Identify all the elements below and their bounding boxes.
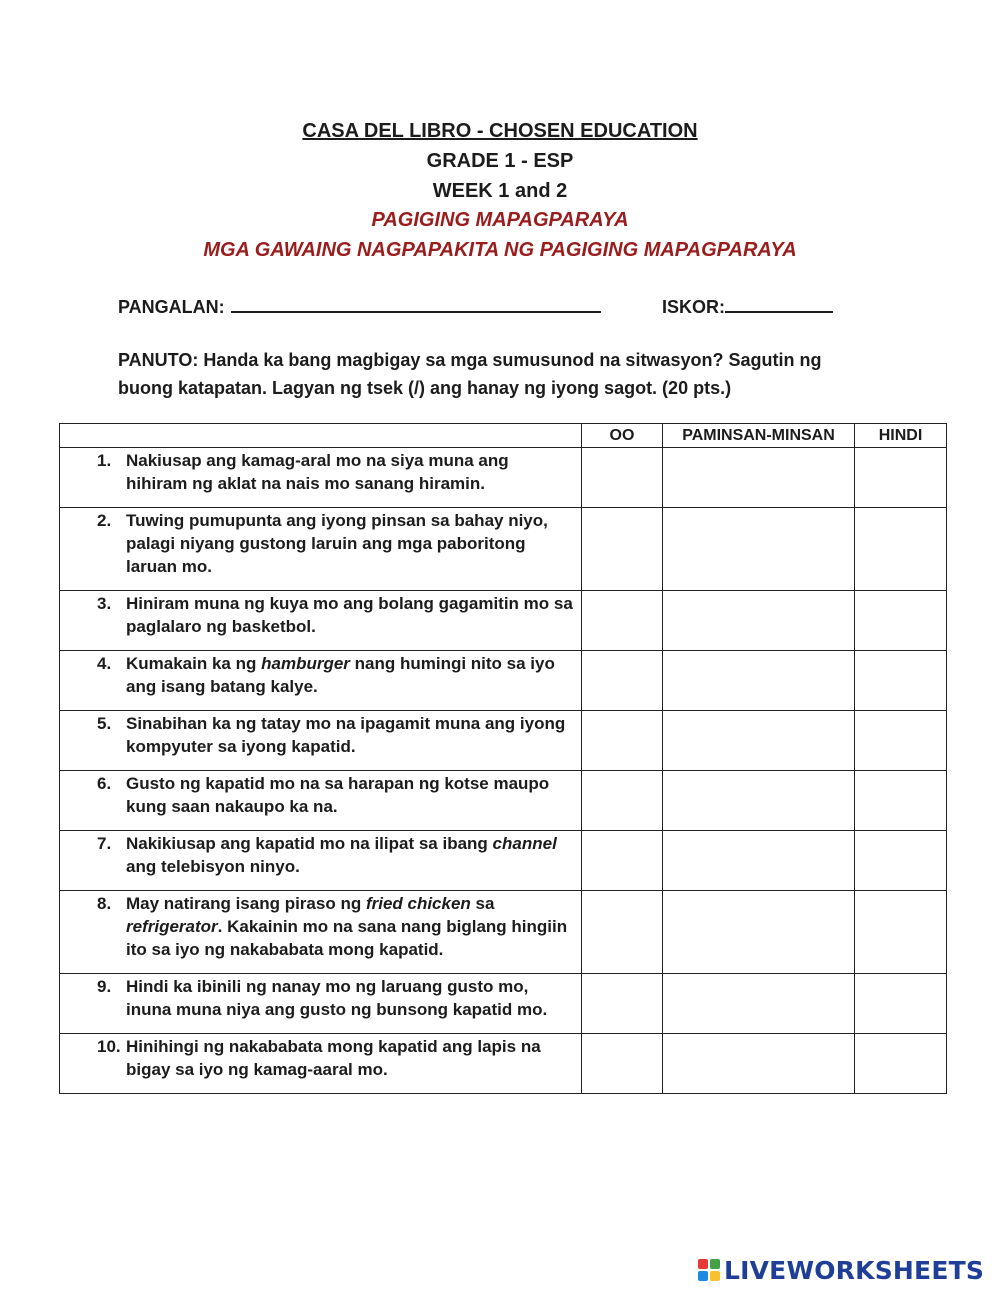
liveworksheets-logo-icon [698,1259,720,1281]
answer-cell-hindi[interactable] [855,591,947,651]
table-row [60,831,947,891]
score-label: ISKOR: [662,297,725,317]
situation-cell [60,591,582,651]
table-header-row [60,424,947,448]
table-row [60,711,947,771]
answer-cell-hindi[interactable] [855,891,947,974]
answer-cell-paminsan-minsan[interactable] [663,831,855,891]
answer-cell-hindi[interactable] [855,508,947,591]
situation-cell [60,651,582,711]
grade-subject: GRADE 1 - ESP [426,150,574,172]
answer-cell-hindi[interactable] [855,771,947,831]
answer-cell-paminsan-minsan[interactable] [663,651,855,711]
question-text [126,892,573,961]
question-number: 10. [97,1037,121,1056]
situation-cell [60,974,582,1034]
question-number: 9. [97,977,112,996]
question-number: 4. [97,654,112,673]
table-row [60,651,947,711]
answer-cell-oo[interactable] [582,448,663,508]
question-text-segment: ang telebisyon ninyo. [126,857,300,876]
question-text-segment: May natirang isang piraso ng [126,894,366,913]
question-text-segment: Nakikiusap ang kapatid mo na ilipat sa ibang [126,834,493,853]
answer-cell-paminsan-minsan[interactable] [663,1034,855,1094]
answer-cell-hindi[interactable] [855,448,947,508]
table-row [60,591,947,651]
answer-cell-paminsan-minsan[interactable] [663,771,855,831]
column-header-paminsan-minsan: PAMINSAN-MINSAN [663,424,855,448]
column-header-hindi: HINDI [855,424,947,448]
answer-cell-oo[interactable] [582,831,663,891]
question-text-segment: Gusto ng kapatid mo na sa harapan ng kotse maupo kung saan nakaupo ka na. [126,774,550,816]
score-field-row [662,293,833,319]
name-field-row [118,293,601,319]
question-number: 1. [97,451,112,470]
situation-cell [60,711,582,771]
table-row [60,448,947,508]
question-text-segment: Hiniram muna ng kuya mo ang bolang gagamitin mo sa paglalaro ng basketbol. [126,594,573,636]
question-text [126,592,573,638]
question-text-segment: sa [470,894,495,913]
question-text-segment: Nakiusap ang kamag-aral mo na siya muna ang hihiram ng aklat na nais mo sanang hiramin. [126,451,509,493]
lesson-topic: PAGIGING MAPAGPARAYA [371,209,629,231]
answer-cell-oo[interactable] [582,1034,663,1094]
column-header-situation [60,424,582,448]
lesson-subtopic: MGA GAWAING NAGPAPAKITA NG PAGIGING MAPAGPARAYA [203,239,797,261]
answer-cell-oo[interactable] [582,591,663,651]
answer-cell-oo[interactable] [582,771,663,831]
instructions: PANUTO: Handa ka bang magbigay sa mga sumusunod na sitwasyon? Sagutin ng buong katapatan. Lagyan ng tsek (/) ang hanay ng iyong sagot. (20 pts.) [118,350,822,398]
name-label: PANGALAN: [118,297,225,317]
score-input-line[interactable] [725,293,833,313]
question-text-italic: channel [492,834,557,853]
question-text [126,975,573,1021]
answer-cell-oo[interactable] [582,508,663,591]
answer-cell-paminsan-minsan[interactable] [663,711,855,771]
question-number: 5. [97,714,112,733]
question-text [126,772,573,818]
situation-cell [60,448,582,508]
answer-cell-oo[interactable] [582,891,663,974]
question-text [126,712,573,758]
question-text-segment: nang humingi nito sa iyo ang isang batang kalye. [126,654,555,696]
question-number: 8. [97,894,112,913]
table-row [60,508,947,591]
situation-cell [60,508,582,591]
question-text-segment: Tuwing pumupunta ang iyong pinsan sa bahay niyo, palagi niyang gustong laruin ang mga paboritong laruan mo. [126,511,548,576]
liveworksheets-branding [698,1254,984,1286]
answer-cell-hindi[interactable] [855,651,947,711]
question-text [126,449,573,495]
answer-cell-paminsan-minsan[interactable] [663,891,855,974]
table-row [60,1034,947,1094]
school-name: CASA DEL LIBRO - CHOSEN EDUCATION [302,120,698,142]
question-text [126,509,573,578]
question-text-segment: Kumakain ka ng [126,654,262,673]
question-number: 3. [97,594,112,613]
answer-cell-hindi[interactable] [855,974,947,1034]
situation-cell [60,831,582,891]
answer-cell-hindi[interactable] [855,831,947,891]
name-input-line[interactable] [231,293,601,313]
question-text-segment: . Kakainin mo na sana nang biglang hingiin ito sa iyo ng nakababata mong kapatid. [126,917,568,959]
answer-cell-paminsan-minsan[interactable] [663,974,855,1034]
answer-cell-paminsan-minsan[interactable] [663,591,855,651]
column-header-oo: OO [582,424,663,448]
question-text-italic: refrigerator [126,917,218,936]
table-row [60,891,947,974]
situation-cell [60,1034,582,1094]
question-text-italic: fried chicken [365,894,471,913]
answer-cell-oo[interactable] [582,974,663,1034]
question-text [126,1035,573,1081]
table-row [60,974,947,1034]
question-text [126,832,573,878]
question-number: 2. [97,511,112,530]
question-text [126,652,573,698]
answer-cell-oo[interactable] [582,651,663,711]
question-number: 6. [97,774,112,793]
brand-name: LIVEWORKSHEETS [724,1255,985,1285]
week-label: WEEK 1 and 2 [432,180,568,202]
situation-cell [60,891,582,974]
question-number: 7. [97,834,112,853]
question-text-segment: Sinabihan ka ng tatay mo na ipagamit muna ang iyong kompyuter sa iyong kapatid. [126,714,566,756]
answer-cell-hindi[interactable] [855,711,947,771]
answer-cell-oo[interactable] [582,711,663,771]
answer-cell-paminsan-minsan[interactable] [663,508,855,591]
question-text-segment: Hindi ka ibinili ng nanay mo ng laruang gusto mo, inuna muna niya ang gusto ng bunsong kapatid mo. [126,977,548,1019]
survey-table [59,423,947,1094]
situation-cell [60,771,582,831]
table-row [60,771,947,831]
answer-cell-paminsan-minsan[interactable] [663,448,855,508]
question-text-segment: Hinihingi ng nakababata mong kapatid ang lapis na bigay sa iyo ng kamag-aaral mo. [126,1037,541,1079]
answer-cell-hindi[interactable] [855,1034,947,1094]
question-text-italic: hamburger [261,654,350,673]
